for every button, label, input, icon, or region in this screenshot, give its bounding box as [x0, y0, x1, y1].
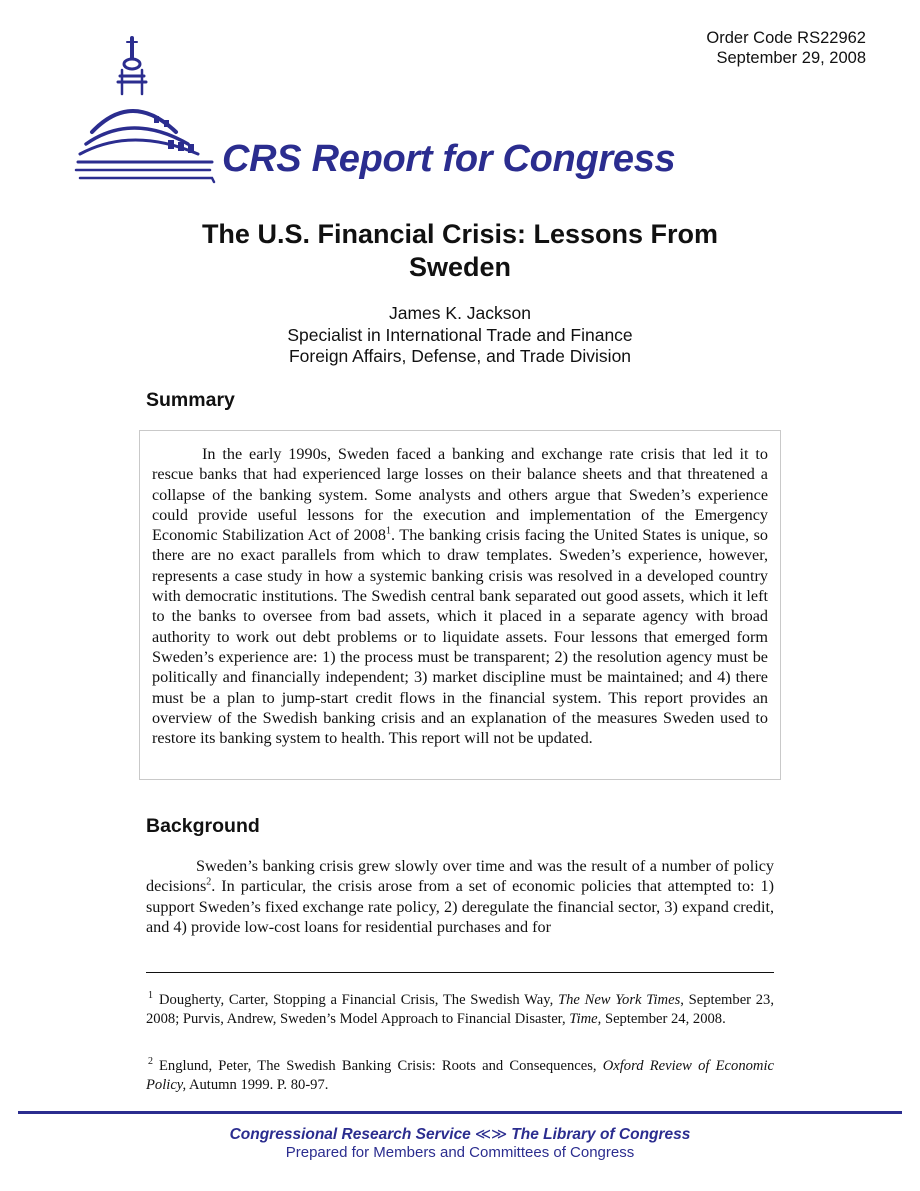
background-heading: Background [146, 815, 260, 837]
background-text-part-2: . In particular, the crisis arose from a set of economic policies that attempted to: 1) support Sweden’s fixed exchange rate policy, 2) deregulate the financial sector, 3) expand credit, and 4) provide low-cost loans for residential purchases and for [146, 877, 774, 936]
footnote-text: Autumn 1999. P. 80-97. [186, 1076, 329, 1093]
footer-agency-line [0, 1125, 920, 1144]
summary-text-part-1: In the early 1990s, Sweden faced a banking and exchange rate crisis that led it to rescue banks that had experienced large losses on their balance sheets and that threatened a collapse of the banking system. Some analysts and others argue that Sweden’s experience could provide useful lessons for the execution and implementation of the Emergency Economic Stabilization Act of 2008 [152, 445, 768, 545]
capitol-dome-icon [72, 28, 232, 188]
author-position: Specialist in International Trade and Finance [287, 324, 633, 345]
summary-heading: Summary [146, 389, 235, 411]
footnote-2 [146, 1057, 774, 1094]
footnote-source-title: Oxford Review of Economic Policy, [146, 1058, 774, 1093]
summary-text-part-2: . The banking crisis facing the United States is unique, so there are no exact parallels from which to draw templates. Sweden’s experience, however, represents a case study in how a systemic banking crisis was resolved in a developed country with democratic institutions. The Swedish central bank separated out good assets, which it left to the banks to oversee from bad assets, which it placed in a separate agency with broad authority to work out debt problems or to liquidate assets. Four lessons that emerged form Sweden’s experience are: 1) the process must be transparent; 2) the resolution agency must be politically and financially independent; 3) market discipline must be maintained; and 4) there must be a plan to jump-start credit flows in the financial system. This report provides an overview of the Swedish banking crisis and an explanation of the measures Sweden used to restore its banking system to health. This report will not be updated. [152, 526, 768, 748]
background-text-part-1: Sweden’s banking crisis grew slowly over time and was the result of a number of policy decisions [146, 857, 774, 896]
order-code: Order Code RS22962 [706, 29, 866, 47]
footnote-ref-1[interactable]: 1 [386, 525, 391, 537]
author-block [0, 303, 920, 368]
title-line-2: Sweden [408, 252, 512, 282]
footer-crs: Congressional Research Service [229, 1126, 471, 1143]
footnote-text: , September 23, 2008; Purvis, Andrew, Sweden’s Model Approach to Financial Disaster, [146, 992, 774, 1027]
footer-divider [18, 1111, 902, 1114]
ornament-icon: ≪≫ [474, 1126, 508, 1143]
footer-loc: The Library of Congress [511, 1126, 691, 1143]
report-date: September 29, 2008 [716, 49, 866, 67]
footnote-number: 2 [148, 1056, 153, 1068]
footnote-text: Englund, Peter, The Swedish Banking Crisis: Roots and Consequences, [159, 1058, 603, 1074]
footnote-source-title: The New York Times [557, 992, 681, 1008]
footnote-text: Dougherty, Carter, Stopping a Financial Crisis, The Swedish Way, [159, 992, 558, 1008]
footnote-text: , September 24, 2008. [597, 1010, 726, 1027]
order-info [706, 28, 866, 68]
footer-prepared-line: Prepared for Members and Committees of Congress [285, 1144, 635, 1161]
footnote-1 [146, 991, 774, 1028]
summary-text [152, 444, 768, 748]
summary-box [139, 430, 781, 780]
brand-title: CRS Report for Congress [222, 138, 676, 180]
title-line-1: The U.S. Financial Crisis: Lessons From [201, 219, 719, 249]
author-division: Foreign Affairs, Defense, and Trade Division [288, 346, 632, 366]
report-title [0, 218, 920, 284]
author-name: James K. Jackson [389, 303, 531, 323]
footnote-ref-2[interactable]: 2 [206, 876, 212, 888]
background-text [146, 856, 774, 937]
footnote-divider [146, 972, 774, 973]
footnote-number: 1 [148, 990, 153, 1002]
footnote-source-title: Time [569, 1010, 598, 1027]
